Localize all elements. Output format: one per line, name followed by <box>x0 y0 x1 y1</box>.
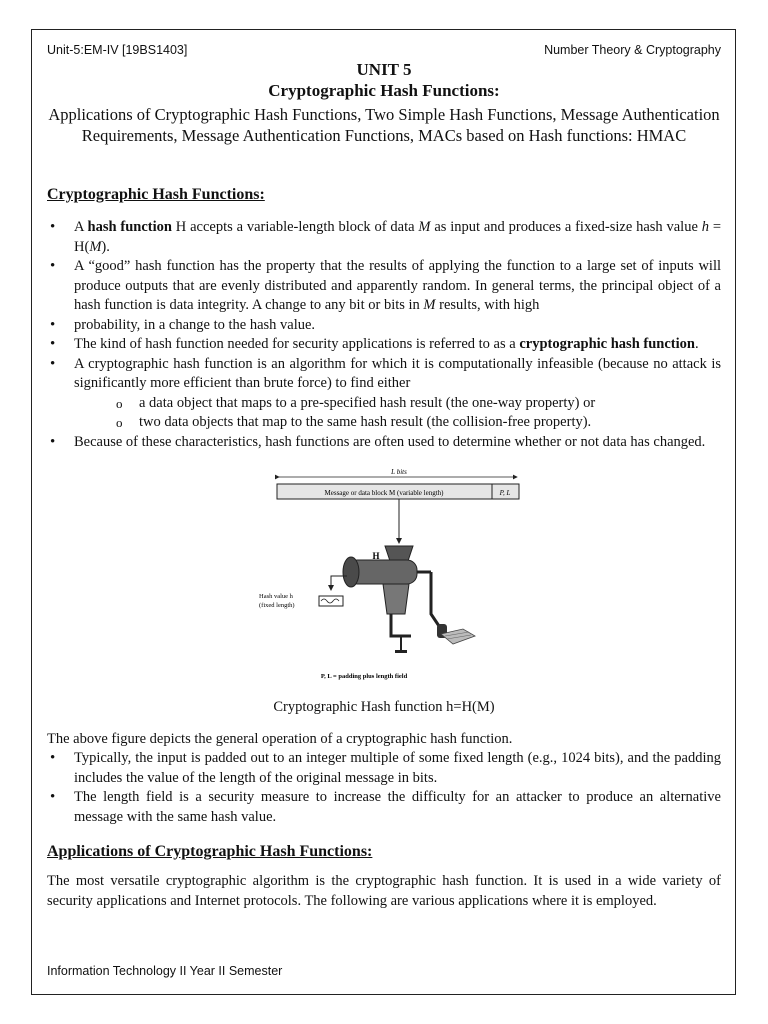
applications-paragraph: The most versatile cryptographic algorithm is the cryptographic hash function. It is used in a wide variety of security applications and Internet protocols. The following are various applications where it is employed. <box>47 873 721 909</box>
fixed-length-label: (fixed length) <box>259 602 295 609</box>
sub-list-item: o two data objects that map to the same hash result (the collision-free property). <box>74 413 721 433</box>
list-item: • Typically, the input is padded out to an integer multiple of some fixed length (e.g., 1024 bits), and the padding includes the value of the length of the original message in bits. <box>47 749 721 788</box>
figure-footnote: P, L = padding plus length field <box>320 673 408 680</box>
unit-title: UNIT 5 <box>356 60 412 79</box>
hash-value-label: Hash value h <box>259 593 293 600</box>
list-item: • A cryptographic hash function is an algorithm for which it is computationally infeasible (because no attack is significantly more efficient than brute force) to find either o a data object that maps to a pre-specified hash result (the one-way property) or o two data objects that map to the same hash result (the collision-free property). <box>47 355 721 433</box>
list-item: • probability, in a change to the hash value. <box>47 316 721 336</box>
padding-bullets <box>47 749 721 827</box>
figure-caption: Cryptographic Hash function h=H(M) <box>273 699 495 715</box>
figure-description: The above figure depicts the general operation of a cryptographic hash function. <box>47 730 513 747</box>
hash-value-box <box>319 596 343 606</box>
main-content <box>47 183 721 911</box>
header-subject: Number Theory & Cryptography <box>544 43 721 57</box>
section-heading-hash-functions: Cryptographic Hash Functions: <box>47 186 265 203</box>
section-heading-applications: Applications of Cryptographic Hash Functions: <box>47 843 373 860</box>
footer-text: Information Technology II Year II Semester <box>47 964 283 978</box>
sub-list <box>74 394 721 433</box>
hash-h-label: H <box>372 551 380 561</box>
list-item: • A “good” hash function has the property that the results of applying the function to a large set of inputs will produce outputs that are evenly distributed and apparently random. In general terms, the principal object of a hash function is data integrity. A change to any bit or bits in M results, with high <box>47 257 721 316</box>
message-block-label: Message or data block M (variable length) <box>324 489 444 497</box>
padding-length-label: P, L <box>499 489 511 497</box>
l-bits-label: L bits <box>391 468 407 476</box>
list-item: • Because of these characteristics, hash functions are often used to determine whether or not data has changed. <box>47 433 721 453</box>
list-item: • The length field is a security measure to increase the difficulty for an attacker to produce an alternative message with the same hash value. <box>47 788 721 827</box>
meat-grinder-icon <box>343 546 475 653</box>
chapter-title: Cryptographic Hash Functions: <box>268 81 500 100</box>
title-block <box>40 60 728 146</box>
hash-function-figure <box>249 464 549 689</box>
list-item: • A hash function H accepts a variable-length block of data M as input and produces a fixed-size hash value h = H(M). <box>47 218 721 257</box>
list-item: • The kind of hash function needed for security applications is referred to as a cryptographic hash function. <box>47 335 721 355</box>
hash-function-bullets <box>47 218 721 452</box>
sub-list-item: o a data object that maps to a pre-specified hash result (the one-way property) or <box>74 394 721 414</box>
header-course-code: Unit-5:EM-IV [19BS1403] <box>47 43 188 57</box>
topics-list: Applications of Cryptographic Hash Functions, Two Simple Hash Functions, Message Authentication Requirements, Message Authentication Functions, MACs based on Hash functions: HMAC <box>48 105 720 145</box>
